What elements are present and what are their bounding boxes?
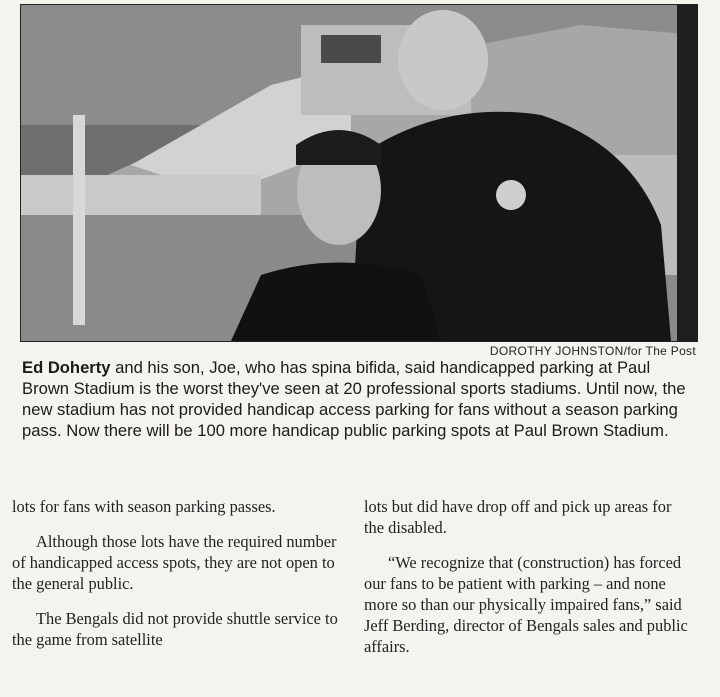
paragraph: The Bengals did not provide shuttle service to the game from satellite <box>12 609 338 649</box>
article-column-right <box>364 496 694 671</box>
photo-credit: DOROTHY JOHNSTON/for The Post <box>489 344 696 358</box>
paragraph: lots for fans with season parking passes. <box>12 497 276 516</box>
photo-caption <box>22 357 696 441</box>
caption-text: and his son, Joe, who has spina bifida, said handicapped parking at Paul Brown Stadium is the worst they've seen at 20 professional sports stadiums. Until now, the new stadium has not provided handicap access parking for fans without a season parking pass. Now there will be 100 more handicap public parking spots at Paul Brown Stadium. <box>22 358 686 440</box>
paragraph: lots but did have drop off and pick up areas for the disabled. <box>364 497 672 537</box>
news-photo <box>20 4 698 342</box>
paragraph: Although those lots have the required number of handicapped access spots, they are not open to the general public. <box>12 532 337 593</box>
paragraph: “We recognize that (construction) has forced our fans to be patient with parking – and none more so than our physically impaired fans,” said Jeff Berding, director of Bengals sales and public affairs. <box>364 553 688 656</box>
article-column-left <box>12 496 340 664</box>
caption-name: Ed Doherty <box>22 358 111 377</box>
stadium-photo-illustration <box>21 5 697 341</box>
